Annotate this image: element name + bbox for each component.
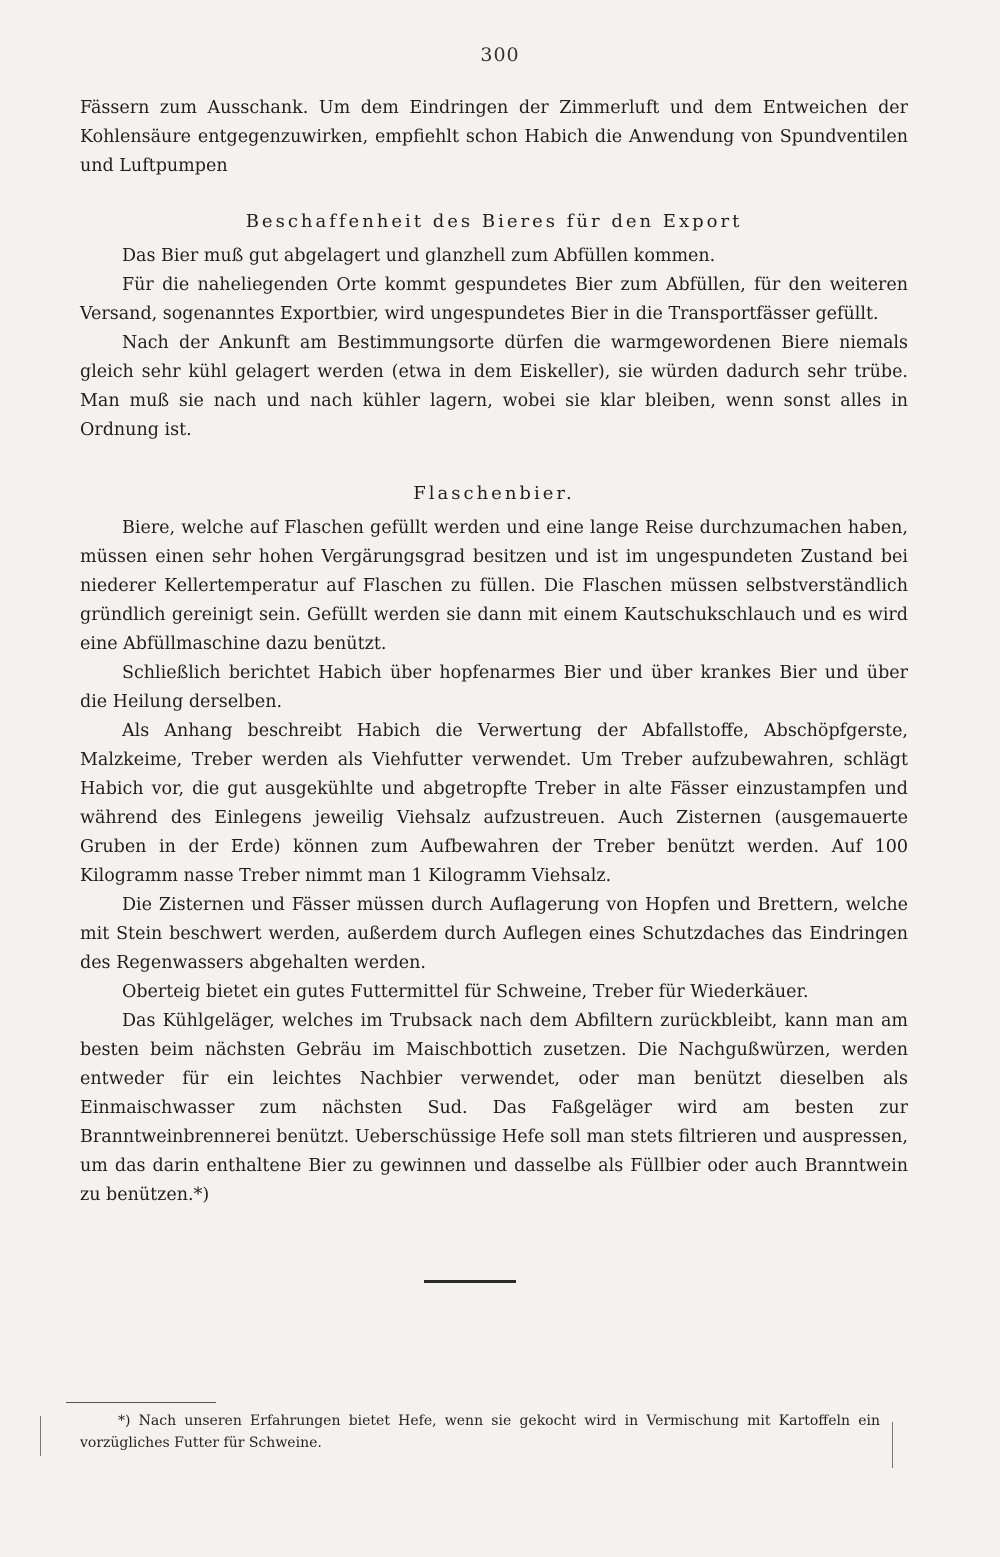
- paragraph: Schließlich berichtet Habich über hopfenarmes Bier und über krankes Bier und über die Heilung derselben.: [80, 663, 908, 712]
- margin-mark: [40, 1416, 41, 1456]
- paragraph: Das Bier muß gut abgelagert und glanzhell zum Abfüllen kommen.: [122, 246, 716, 266]
- paragraph: Oberteig bietet ein gutes Futtermittel für Schweine, Treber für Wiederkäuer.: [122, 982, 809, 1002]
- footnote-divider: [66, 1402, 216, 1403]
- margin-mark: [892, 1422, 893, 1468]
- section-heading-flaschenbier: Flaschenbier.: [413, 483, 575, 504]
- main-text: [80, 94, 908, 1210]
- section-end-rule: [424, 1280, 516, 1283]
- footnote: [80, 1410, 880, 1454]
- paragraph: Die Zisternen und Fässer müssen durch Auflagerung von Hopfen und Brettern, welche mit Stein beschwert werden, außerdem durch Auflegen eines Schutzdaches das Eindringen des Regenwassers abgehalten werden.: [80, 895, 908, 973]
- paragraph: Für die naheliegenden Orte kommt gespundetes Bier zum Abfüllen, für den weiteren Versand, sogenanntes Exportbier, wird ungespundetes Bier in die Transportfässer gefüllt.: [80, 275, 908, 324]
- paragraph: Als Anhang beschreibt Habich die Verwertung der Abfallstoffe, Abschöpfgerste, Malzkeime, Treber werden als Viehfutter verwendet. Um Treber aufzubewahren, schlägt Habich vor, die gut ausgekühlte und abgetropfte Treber in alte Fässer einzustampfen und während des Einlegens jeweilig Viehsalz aufzustreuen. Auch Zisternen (ausgemauerte Gruben in der Erde) können zum Aufbewahren der Treber benützt werden. Auf 100 Kilogramm nasse Treber nimmt man 1 Kilogramm Viehsalz.: [80, 721, 908, 886]
- paragraph: Das Kühlgeläger, welches im Trubsack nach dem Abfiltern zurückbleibt, kann man am besten beim nächsten Gebräu im Maischbottich zusetzen. Die Nachgußwürzen, werden entweder für ein leichtes Nachbier verwendet, oder man benützt dieselben als Einmaischwasser zum nächsten Sud. Das Faßgeläger wird am besten zur Branntweinbrennerei benützt. Ueberschüssige Hefe soll man stets filtrieren und auspressen, um das darin enthaltene Bier zu gewinnen und dasselbe als Füllbier oder auch Branntwein zu benützen.*): [80, 1011, 908, 1205]
- paragraph: Fässern zum Ausschank. Um dem Eindringen der Zimmerluft und dem Entweichen der Kohlensäure entgegenzuwirken, empfiehlt schon Habich die Anwendung von Spundventilen und Luftpumpen: [80, 98, 908, 176]
- footnote-text: *) Nach unseren Erfahrungen bietet Hefe, wenn sie gekocht wird in Vermischung mit Kartoffeln ein vorzügliches Futter für Schweine.: [80, 1413, 880, 1451]
- paragraph: Nach der Ankunft am Bestimmungsorte dürfen die warmgewordenen Biere niemals gleich sehr kühl gelagert werden (etwa in dem Eiskeller), sie würden dadurch sehr trübe. Man muß sie nach und nach kühler lagern, wobei sie klar bleiben, wenn sonst alles in Ordnung ist.: [80, 333, 908, 440]
- section-heading-export: Beschaffenheit des Bieres für den Export: [245, 211, 743, 232]
- page-number: 300: [480, 44, 520, 66]
- paragraph: Biere, welche auf Flaschen gefüllt werden und eine lange Reise durchzumachen haben, müssen einen sehr hohen Vergärungsgrad besitzen und ist im ungespundeten Zustand bei niederer Kellertemperatur auf Flaschen zu füllen. Die Flaschen müssen selbstverständlich gründlich gereinigt sein. Gefüllt werden sie dann mit einem Kautschukschlauch und es wird eine Abfüllmaschine dazu benützt.: [80, 518, 908, 654]
